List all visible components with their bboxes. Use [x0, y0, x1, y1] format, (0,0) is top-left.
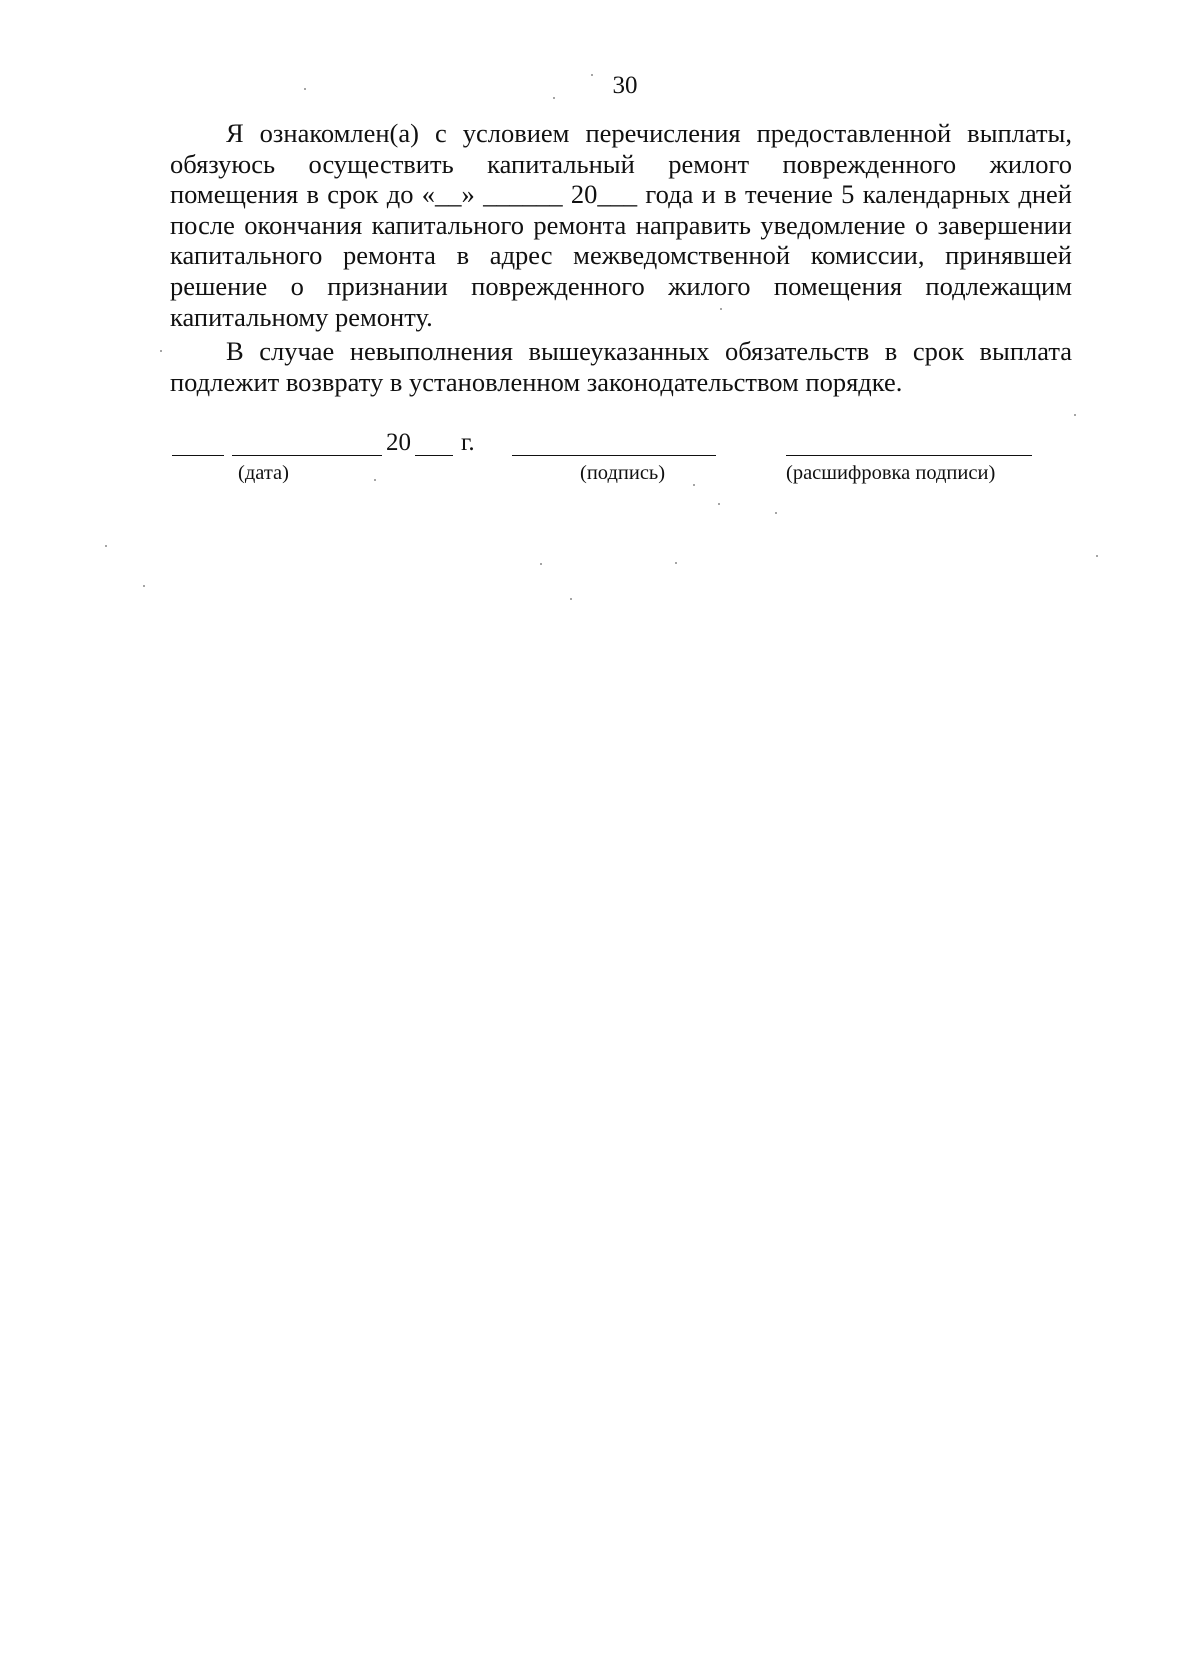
signature-caption: (подпись)	[580, 462, 666, 484]
acknowledgement-paragraph: Я ознакомлен(а) с условием перечисления предоставленной выплаты, обязуюсь осуществить капитальный ремонт поврежденного жилого помещения в срок до «__» ______ 20___ года и в течение 5 календарных дней после окончания капитального ремонта направить уведомление о завершении капитального ремонта в адрес межведомственной комиссии, принявшей решение о признании поврежденного жилого помещения подлежащим капитальному ремонту.	[170, 118, 1072, 332]
scan-speck	[304, 88, 306, 90]
scan-speck	[718, 503, 720, 505]
scan-speck	[775, 512, 777, 514]
scan-speck	[540, 563, 542, 565]
signature-line	[512, 455, 716, 456]
date-day-line	[172, 455, 224, 456]
scan-speck	[374, 479, 376, 481]
date-month-line	[232, 455, 382, 456]
date-year-line	[415, 455, 453, 456]
date-year-suffix: г.	[461, 429, 475, 456]
scan-speck	[591, 74, 593, 76]
scan-speck	[143, 585, 145, 587]
scan-speck	[105, 545, 107, 547]
scan-speck	[720, 308, 722, 310]
scan-speck	[693, 484, 695, 486]
signature-block	[0, 0, 1200, 520]
scan-speck	[675, 562, 677, 564]
scan-speck	[160, 350, 162, 352]
scan-speck	[1096, 555, 1098, 557]
refund-paragraph: В случае невыполнения вышеуказанных обязательств в срок выплата подлежит возврату в установленном законодательством порядке.	[170, 336, 1072, 397]
scan-speck	[553, 97, 555, 99]
decryption-caption: (расшифровка подписи)	[786, 462, 996, 484]
date-year-prefix: 20	[386, 429, 411, 456]
date-caption: (дата)	[238, 462, 289, 484]
scan-speck	[570, 598, 572, 600]
scan-speck	[1074, 414, 1076, 416]
page-number: 30	[612, 72, 638, 99]
decryption-line	[786, 455, 1032, 456]
